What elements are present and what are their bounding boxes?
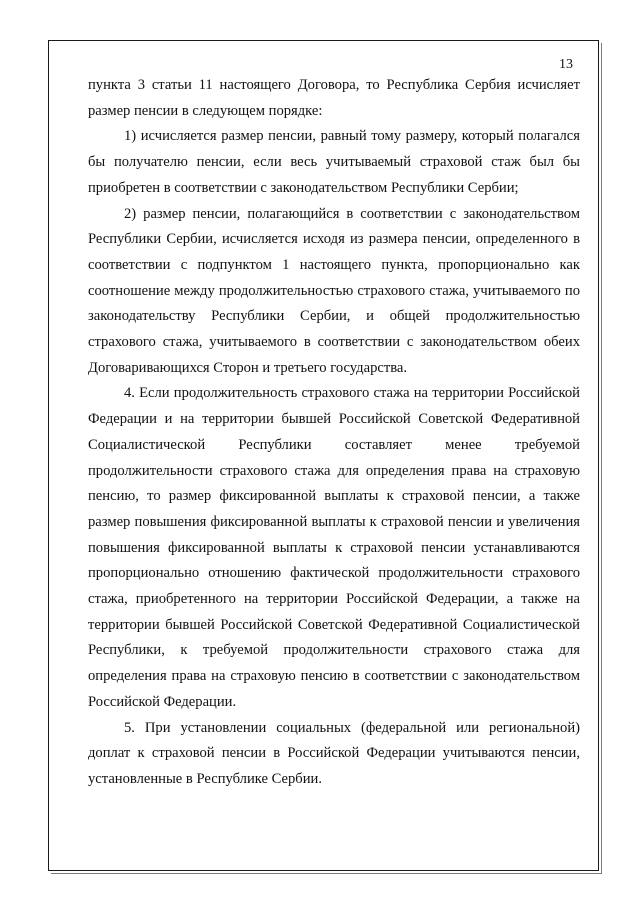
- page-number: 13: [559, 57, 573, 72]
- paragraph-subitem-1: 1) исчисляется размер пенсии, равный тому размеру, который полагался бы получателю пенсии, если весь учитываемый страховой стаж был бы приобретен в соответствии с законодательством Республики Сербии;: [88, 128, 580, 196]
- paragraph-item-4: 4. Если продолжительность страхового стажа на территории Российской Федерации и на территории бывшей Российской Советской Федеративной Социалистической Республики составляет менее требуемой продолжительности страхового стажа для определения права на страховую пенсию, то размер фиксированной выплаты к страховой пенсии, а также размер повышения фиксированной выплаты к страховой пенсии и увеличения повышения фиксированной выплаты к страховой пенсии устанавливаются пропорционально отношению фактической продолжительности страхового стажа, приобретенного на территории Российской Федерации, а также на территории бывшей Российской Советской Федеративной Социалистической Республики, к требуемой продолжительности страхового стажа для определения права на страховую пенсию в соответствии с законодательством Российской Федерации.: [88, 385, 580, 710]
- document-body: [88, 73, 580, 793]
- paragraph-item-5: 5. При установлении социальных (федеральной или региональной) доплат к страховой пенсии в Российской Федерации учитываются пенсии, установленные в Республике Сербии.: [88, 719, 580, 787]
- paragraph-subitem-2: 2) размер пенсии, полагающийся в соответствии с законодательством Республики Сербии, исчисляется исходя из размера пенсии, определенного в соответствии с подпунктом 1 настоящего пункта, пропорционально как соотношение между продолжительностью страхового стажа, учитываемого по законодательству Республики Сербии, и общей продолжительностью страхового стажа, учитываемого в соответствии с законодательством обеих Договаривающихся Сторон и третьего государства.: [88, 205, 580, 376]
- paragraph-continuation: пункта 3 статьи 11 настоящего Договора, то Республика Сербия исчисляет размер пенсии в следующем порядке:: [88, 77, 580, 119]
